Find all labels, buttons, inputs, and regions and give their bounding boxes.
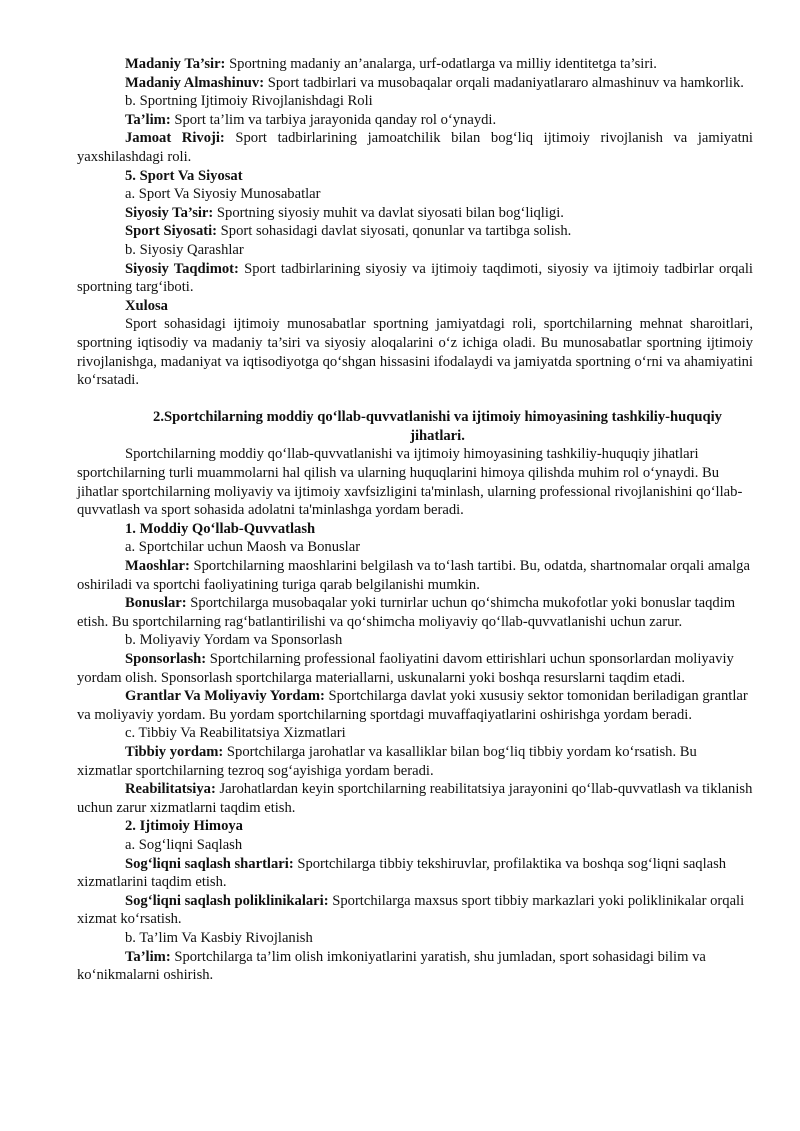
term: Grantlar Va Moliyaviy Yordam:: [125, 688, 325, 705]
paragraph-text: Sport tadbirlarining jamoatchilik bilan bog‘liq ijtimoiy rivojlanish va jamiyatni yaxshilashdagi roli.: [77, 130, 753, 165]
term: Sponsorlash:: [125, 651, 207, 667]
paragraph-poliklinikalar: [77, 892, 753, 929]
paragraph-talim: [77, 111, 753, 130]
paragraph-text: Sport tadbirlari va musobaqalar orqali madaniyatlararo almashinuv va hamkorlik.: [264, 74, 744, 91]
subheading: b. Moliyaviy Yordam va Sponsorlash: [125, 632, 343, 649]
paragraph-bonuslar: [77, 594, 753, 631]
paragraph-text: Sportning madaniy an’analarga, urf-odatlarga va milliy identitetga ta’siri.: [225, 56, 657, 72]
paragraph-text: Sportchilarga tibbiy tekshiruvlar, profilaktika va boshqa sog‘liqni saqlash xizmatlarini taqdim etish.: [77, 855, 727, 891]
paragraph-reabilitatsiya: [77, 780, 753, 817]
paragraph-text: Sport ta’lim va tarbiya jarayonida qanday rol o‘ynaydi.: [170, 111, 497, 128]
paragraph-text: Sportning siyosiy muhit va davlat siyosati bilan bog‘liqligi.: [213, 204, 564, 221]
term: Sog‘liqni saqlash shartlari:: [125, 855, 294, 872]
subheading: a. Sport Va Siyosiy Munosabatlar: [125, 186, 321, 203]
document-page: [77, 55, 753, 985]
paragraph-siyosiy-tasir: [77, 204, 753, 223]
term: Reabilitatsiya:: [125, 781, 216, 798]
paragraph-xulosa: Sport sohasidagi ijtimoiy munosabatlar sportning jamiyatdagi roli, sportchilarning mehnat sharoitlari, sportning iqtisodiy va madaniy ta’siri va siyosiy aloqalarini o‘z ichiga oladi. Bu munosabatlar sportning ijtimoiy rivojlanishga, madaniyat va iqtisodiyotga qo‘shgan hissasini ifodalaydi va jamiyatda sportning o‘rni va ahamiyatini ko‘rsatadi.: [77, 316, 753, 389]
heading-xulosa: Xulosa: [125, 297, 168, 314]
term: Sog‘liqni saqlash poliklinikalari:: [125, 892, 329, 909]
paragraph-text: Sportchilarga ta’lim olish imkoniyatlarini yaratish, shu jumladan, sport sohasidagi bilim va ko‘nikmalarni oshirish.: [77, 948, 706, 984]
paragraph-intro: Sportchilarning moddiy qo‘llab-quvvatlanishi va ijtimoiy himoyasining tashkiliy-huquqiy jihatlari sportchilarning turli muammolarni hal qilish va ularning huquqlarini himoya qilishda muhim rol o‘ynaydi. Bu jihatlar sportchilarning moliyaviy va ijtimoiy xavfsizligini ta'minlash, ularning professional rivojlanishini qo‘llab-quvvatlash va sport sohasida adolatni ta'minlashga yordam beradi.: [77, 446, 743, 519]
paragraph-jamoat-rivoji: [77, 129, 753, 166]
paragraph-grantlar: [77, 687, 753, 724]
paragraph-sponsorlash: [77, 650, 753, 687]
paragraph-text: Sportchilarga musobaqalar yoki turnirlar uchun qo‘shimcha mukofotlar yoki bonuslar taqdim etish. Bu sportchilarning rag‘batlantirilishi va qo‘shimcha moliyaviy qo‘llab-quvvatlanishi uchun zarur.: [77, 595, 736, 630]
paragraph-text: Sportchilarga davlat yoki xususiy sektor tomonidan beriladigan grantlar va moliyaviy yordam. Bu yordam sportchilarning sportdagi muvaffaqiyatlarini oshirishga yordam beradi.: [77, 688, 748, 723]
paragraph-talim-2: [77, 948, 753, 985]
paragraph-text: Sport sohasidagi davlat siyosati, qonunlar va tartibga solish.: [217, 223, 572, 240]
paragraph-madaniy-almashinuv: [77, 74, 753, 93]
paragraph-text: Sportchilarga maxsus sport tibbiy markazlari yoki poliklinikalar orqali xizmat ko‘rsatish.: [77, 892, 745, 928]
term: Maoshlar:: [125, 558, 190, 575]
term: Madaniy Almashinuv:: [125, 74, 265, 91]
heading-moddiy: 1. Moddiy Qo‘llab-Quvvatlash: [125, 520, 316, 537]
term: Ta’lim:: [125, 111, 171, 128]
term: Sport Siyosati:: [125, 223, 218, 240]
subheading: a. Sog‘liqni Saqlash: [125, 836, 243, 853]
paragraph-tibbiy-yordam: [77, 743, 753, 780]
subheading: b. Ta’lim Va Kasbiy Rivojlanish: [125, 929, 313, 946]
term: Ta’lim:: [125, 948, 171, 965]
term: Siyosiy Taqdimot:: [125, 260, 239, 277]
paragraph-text: Sport tadbirlarining siyosiy va ijtimoiy taqdimoti, siyosiy va ijtimoiy tadbirlar orqali sportning targ‘iboti.: [77, 260, 753, 296]
term: Madaniy Ta’sir:: [125, 56, 226, 72]
heading-ijtimoiy-himoya: 2. Ijtimoiy Himoya: [125, 818, 243, 835]
paragraph-text: Sportchilarning maoshlarini belgilash va to‘lash tartibi. Bu, odatda, shartnomalar orqali amalga oshiriladi va sportchi faoliyatining turiga qarab belgilanishi mumkin.: [77, 558, 750, 593]
paragraph-sport-siyosati: [77, 222, 753, 241]
paragraph-text: Sportchilarga jarohatlar va kasalliklar bilan bog‘liq tibbiy yordam ko‘rsatish. Bu xizmatlar sportchilarning tezroq sog‘ayishiga yordam beradi.: [77, 743, 697, 779]
paragraph-madaniy-tasir: [77, 55, 753, 74]
subheading: b. Sportning Ijtimoiy Rivojlanishdagi Roli: [125, 93, 373, 110]
term: Siyosiy Ta’sir:: [125, 204, 214, 221]
term: Jamoat Rivoji:: [125, 130, 225, 147]
paragraph-text: Jarohatlardan keyin sportchilarning reabilitatsiya jarayonini qo‘llab-quvvatlash va tiklanish uchun zarur xizmatlarni taqdim etish.: [77, 781, 753, 816]
paragraph-shartlari: [77, 855, 753, 892]
subheading: a. Sportchilar uchun Maosh va Bonuslar: [125, 539, 361, 556]
subheading: b. Siyosiy Qarashlar: [125, 241, 244, 258]
paragraph-siyosiy-taqdimot: [77, 260, 753, 297]
subheading: c. Tibbiy Va Reabilitatsiya Xizmatlari: [125, 725, 346, 742]
term: Tibbiy yordam:: [125, 743, 224, 760]
spacer: [77, 390, 753, 409]
paragraph-text: Sportchilarning professional faoliyatini davom ettirishlari uchun sponsorlardan moliyaviy yordam olish. Sponsorlash sportchilarga materiallarni, uskunalarni yoki boshqa resurslarni taqdim etadi.: [77, 651, 734, 686]
paragraph-maoshlar: [77, 557, 753, 594]
section-title: 2.Sportchilarning moddiy qo‘llab-quvvatlanishi va ijtimoiy himoyasining tashkiliy-huquqiy jihatlari.: [153, 409, 722, 444]
term: Bonuslar:: [125, 595, 187, 612]
heading-sport-va-siyosat: 5. Sport Va Siyosat: [125, 167, 243, 184]
